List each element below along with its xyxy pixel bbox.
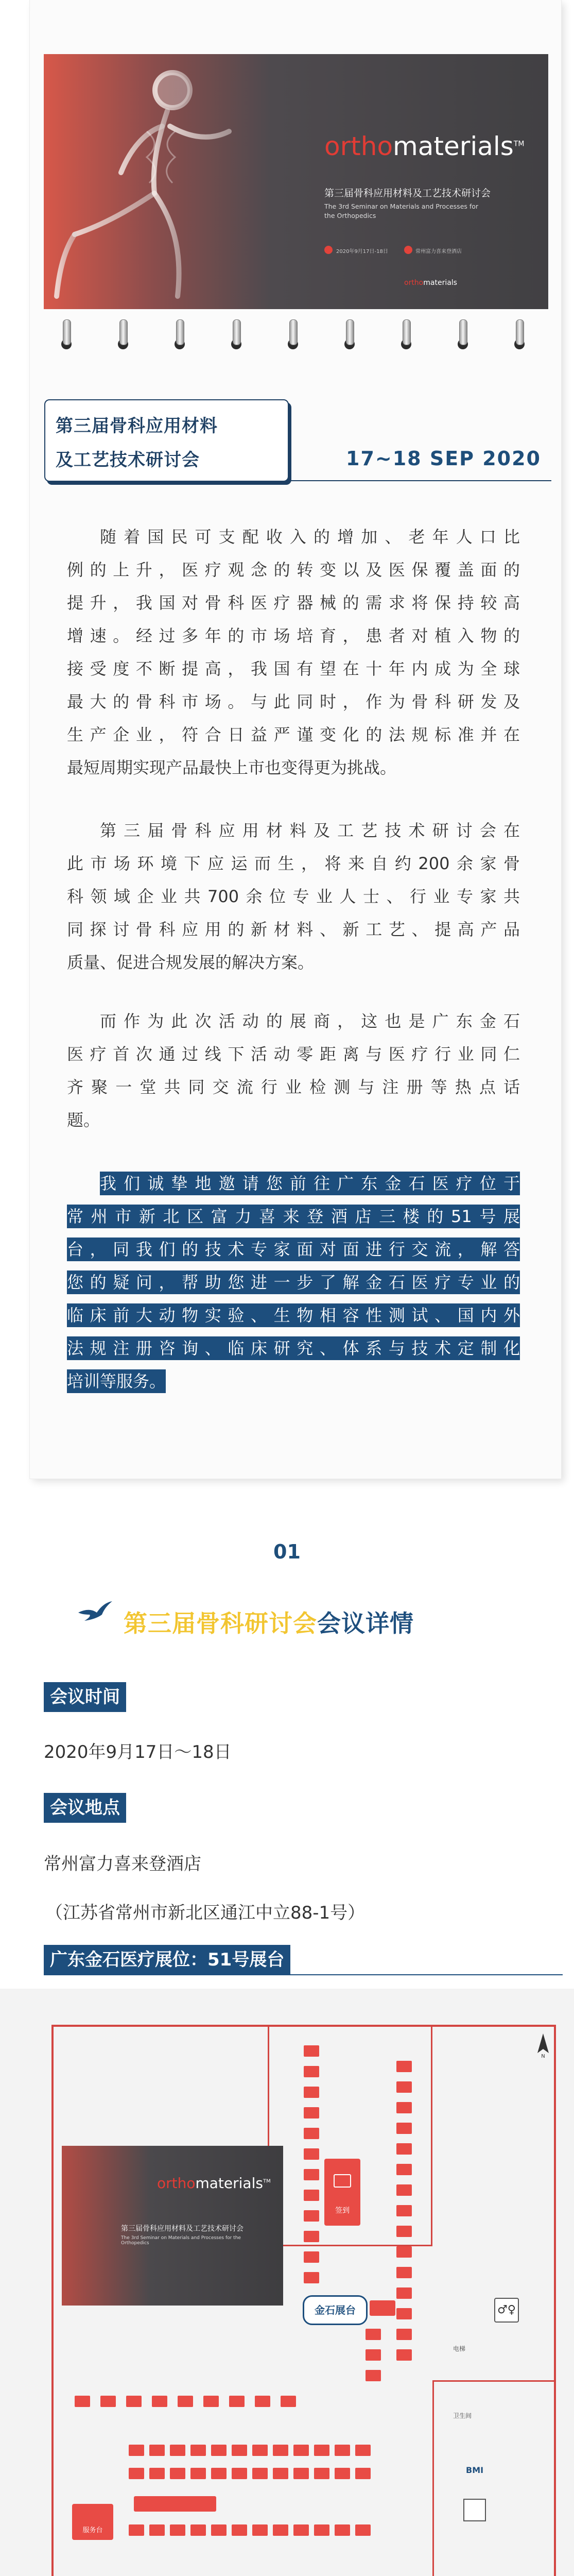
- booth: [396, 2164, 412, 2175]
- banner-subtitle-2: the Orthopedics: [324, 212, 376, 219]
- booth: [396, 2287, 412, 2299]
- map-logo: [157, 2175, 271, 2192]
- elevator-label: 电梯: [453, 2345, 466, 2352]
- booth: [178, 2396, 193, 2407]
- text-line: 生产企业，符合日益严谨变化的法规标准并在: [67, 725, 520, 744]
- booth: [170, 2445, 185, 2456]
- booth: [211, 2445, 227, 2456]
- booth: [75, 2396, 90, 2407]
- binding-ring: [512, 319, 527, 355]
- binding-ring: [399, 319, 413, 355]
- banner-date: 2020年9月17日-18日: [336, 249, 388, 255]
- text-line: 齐聚一堂共同交流行业检测与注册等热点话: [67, 1077, 520, 1097]
- text-line: 质量、促进合规发展的解决方案。: [67, 953, 315, 972]
- booth: [229, 2396, 245, 2407]
- booth: [304, 2148, 319, 2160]
- booth: [396, 2267, 412, 2278]
- booth: [396, 2081, 412, 2093]
- booth: [304, 2231, 319, 2242]
- banner-title: 第三届骨科应用材料及工艺技术研讨会: [324, 188, 491, 199]
- seminar-title-box: [44, 399, 289, 482]
- banner-small-logo: [404, 279, 457, 287]
- text-line: 例的上升，医疗观念的转变以及医保覆盖面的: [67, 560, 520, 580]
- booth: [304, 2210, 319, 2222]
- booth: [314, 2524, 329, 2536]
- section-number: 01: [273, 1540, 301, 1563]
- small-logo-red: ortho: [404, 279, 424, 287]
- booth: [129, 2524, 144, 2536]
- booth: [355, 2445, 371, 2456]
- booth: [396, 2226, 412, 2237]
- hall-side-room: [432, 2380, 556, 2576]
- booth: [293, 2445, 309, 2456]
- place-label: 会议地点: [44, 1793, 126, 1823]
- booth: [314, 2468, 329, 2479]
- brand-logo-red: ortho: [324, 131, 393, 161]
- seminar-title-line1: 第三届骨科应用材料: [56, 416, 218, 436]
- booth: [396, 2123, 412, 2134]
- stage-bar: [134, 2496, 216, 2512]
- notebook-card: [30, 0, 561, 1479]
- intro-paragraph-3: [67, 1005, 520, 1137]
- place-address: （江苏省常州市新北区通江中立88-1号）: [45, 1903, 366, 1923]
- booth: [273, 2445, 288, 2456]
- event-banner: [44, 54, 548, 309]
- booth: [304, 2107, 319, 2119]
- text-line: 科领域企业共700余位专业人士、行业专家共: [67, 887, 520, 906]
- text-line: 医疗首次通过线下活动零距离与医疗行业同仁: [67, 1044, 520, 1064]
- spiral-binding: [59, 319, 533, 361]
- banner-venue: 常州富力喜来登酒店: [415, 249, 462, 255]
- sign-in-label: 签到: [335, 2207, 350, 2215]
- booth: [126, 2396, 142, 2407]
- binding-ring: [116, 319, 130, 355]
- stairs-icon: [463, 2499, 486, 2521]
- booth: [355, 2468, 371, 2479]
- highlight-line: 培训等服务。: [67, 1369, 166, 1393]
- text-line: 同探讨骨科应用的新材料、新工艺、提高产品: [67, 920, 520, 939]
- text-line: 接受度不断提高，我国有望在十年内成为全球: [67, 659, 520, 679]
- brand-logo: [324, 131, 524, 161]
- booth: [304, 2272, 319, 2283]
- booth: [232, 2468, 247, 2479]
- highlight-line: 我们诚挚地邀请您前往广东金石医疗位于: [100, 1172, 520, 1195]
- booth: [335, 2524, 350, 2536]
- booth: [304, 2045, 319, 2057]
- map-logo-tm: TM: [263, 2178, 271, 2184]
- section-title-rest: 会议详情: [317, 1609, 414, 1637]
- banner-subtitle-1: The 3rd Seminar on Materials and Processes for: [324, 202, 479, 210]
- binding-ring: [172, 319, 187, 355]
- booth: [304, 2066, 319, 2077]
- text-line: 而作为此次活动的展商，这也是广东金石: [100, 1011, 520, 1031]
- booth: [304, 2087, 319, 2098]
- section-title-highlight: 第三届骨科研讨会: [124, 1609, 317, 1637]
- binding-ring: [456, 319, 470, 355]
- booth: [203, 2396, 219, 2407]
- time-label: 会议时间: [44, 1682, 126, 1712]
- booth: [152, 2396, 167, 2407]
- floor-map: [0, 1989, 574, 2576]
- gold-booth-marker: 金石展台: [303, 2295, 368, 2325]
- text-line: 最大的骨科市场。与此同时，作为骨科研发及: [67, 692, 520, 711]
- booth: [252, 2524, 268, 2536]
- invitation-paragraph: [67, 1167, 520, 1398]
- intro-paragraph-1: [67, 520, 520, 784]
- booth: [170, 2468, 185, 2479]
- booth: [396, 2061, 412, 2072]
- text-line: 随着国民可支配收入的增加、老年人口比: [100, 527, 520, 547]
- booth: [366, 2349, 381, 2361]
- text-line: 最短周期实现产品最快上市也变得更为挑战。: [67, 758, 397, 777]
- booth: [190, 2524, 206, 2536]
- map-logo-white: materials: [195, 2175, 263, 2192]
- service-desk-label: 服务台: [82, 2527, 103, 2534]
- booth: [396, 2143, 412, 2155]
- booth: [211, 2524, 227, 2536]
- booth: [396, 2205, 412, 2216]
- north-arrow-icon: [535, 2032, 551, 2058]
- svg-text:N: N: [541, 2054, 545, 2058]
- booth: [252, 2468, 268, 2479]
- section-title: [124, 1605, 414, 1639]
- text-line: 第三届骨科应用材料及工艺技术研讨会在: [100, 821, 520, 840]
- booth: [304, 2128, 319, 2139]
- booth: [396, 2102, 412, 2113]
- booth: [366, 2329, 381, 2340]
- booth: [304, 2190, 319, 2201]
- seminar-title-line2: 及工艺技术研讨会: [56, 450, 200, 470]
- booth: [396, 2329, 412, 2340]
- booth: [314, 2445, 329, 2456]
- booth: [149, 2445, 165, 2456]
- booth: [293, 2468, 309, 2479]
- brand-logo-tm: TM: [513, 140, 525, 148]
- booth: [211, 2468, 227, 2479]
- time-value: 2020年9月17日～18日: [44, 1742, 232, 1762]
- calendar-icon: [324, 246, 333, 254]
- booth: [273, 2524, 288, 2536]
- intro-paragraph-2: [67, 814, 520, 979]
- booth: [304, 2169, 319, 2180]
- booth: [232, 2445, 247, 2456]
- booth: [355, 2524, 371, 2536]
- gold-booth-pointer: [370, 2300, 395, 2316]
- binding-ring: [229, 319, 243, 355]
- highlight-line: 临床前大动物实验、生物相容性测试、国内外: [67, 1303, 520, 1327]
- booth: [396, 2246, 412, 2258]
- title-underline: [289, 480, 551, 481]
- booth: [232, 2524, 247, 2536]
- text-line: 提升，我国对骨科医疗器械的需求将保持较高: [67, 593, 520, 613]
- booth: [293, 2524, 309, 2536]
- text-line: 此市场环境下应运而生，将来自约200余家骨: [67, 854, 520, 873]
- booth-label: 广东金石医疗展位：51号展台: [44, 1945, 290, 1975]
- map-banner-title: 第三届骨科应用材料及工艺技术研讨会: [121, 2225, 243, 2233]
- booth: [252, 2445, 268, 2456]
- booth: [190, 2445, 206, 2456]
- brand-logo-white: materials: [393, 131, 514, 161]
- seminar-date: 17~18 SEP 2020: [346, 447, 541, 470]
- booth: [304, 2251, 319, 2263]
- booth: [396, 2349, 412, 2361]
- booth: [335, 2468, 350, 2479]
- text-line: 增速。经过多年的市场培育，患者对植入物的: [67, 626, 520, 646]
- small-logo-white: materials: [423, 279, 457, 287]
- booth: [366, 2370, 381, 2381]
- swallow-icon: [77, 1597, 113, 1623]
- sign-in-desk: [324, 2159, 360, 2226]
- location-icon: [404, 246, 412, 254]
- place-value: 常州富力喜来登酒店: [44, 1854, 201, 1874]
- highlight-line: 台，同我们的技术专家面对面进行交流，解答: [67, 1238, 520, 1261]
- binding-ring: [342, 319, 357, 355]
- restroom-icon: ♂♀: [494, 2298, 519, 2323]
- booth: [273, 2468, 288, 2479]
- highlight-line: 法规注册咨询、临床研究、体系与技术定制化: [67, 1336, 520, 1360]
- restroom-label: 卫生间: [453, 2412, 472, 2419]
- map-banner-subtitle: The 3rd Seminar on Materials and Processes for the Orthopedics: [121, 2235, 241, 2246]
- booth: [335, 2445, 350, 2456]
- text-line: 题。: [67, 1110, 100, 1130]
- booth: [255, 2396, 270, 2407]
- highlight-line: 常州市新北区富力喜来登酒店三楼的51号展: [67, 1205, 520, 1228]
- booth: [190, 2468, 206, 2479]
- booth: [170, 2524, 185, 2536]
- booth: [129, 2468, 144, 2479]
- bmi-label: BMI: [466, 2465, 484, 2475]
- booth: [129, 2445, 144, 2456]
- runner-xray-illustration: [44, 54, 311, 309]
- binding-ring: [286, 319, 300, 355]
- booth: [396, 2184, 412, 2196]
- booth-label-underline: [44, 1974, 563, 1975]
- booth: [100, 2396, 116, 2407]
- service-desk: [72, 2504, 113, 2540]
- booth: [396, 2308, 412, 2319]
- booth: [281, 2396, 296, 2407]
- booth: [149, 2468, 165, 2479]
- booth: [149, 2524, 165, 2536]
- map-banner: [62, 2146, 283, 2306]
- map-logo-red: ortho: [157, 2175, 196, 2192]
- highlight-line: 您的疑问，帮助您进一步了解金石医疗专业的: [67, 1270, 520, 1294]
- binding-ring: [59, 319, 74, 355]
